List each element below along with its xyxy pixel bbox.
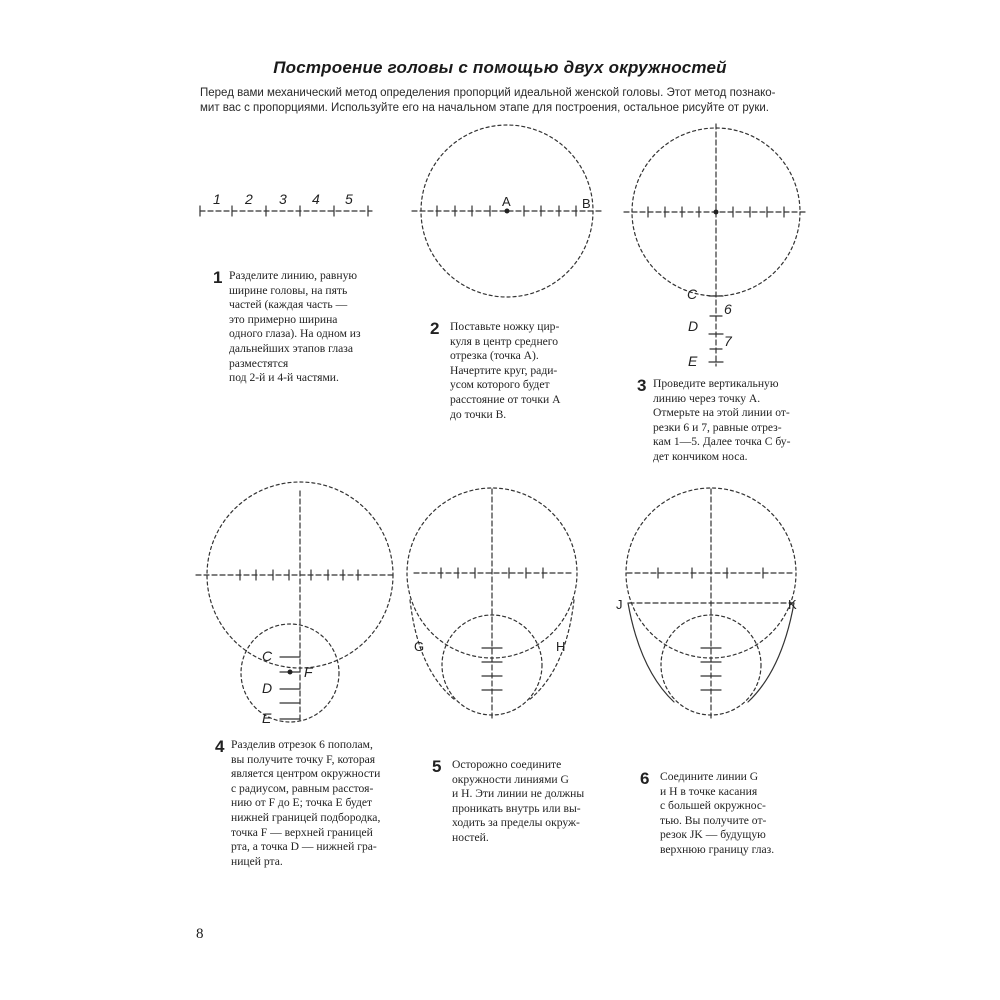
step-text-line: ходить за пределы окруж-: [452, 816, 580, 830]
point-d-label: D: [262, 680, 273, 696]
step-text-line: Проведите вертикальную: [653, 377, 779, 390]
step-number: 2: [430, 319, 440, 338]
line-g-label: G: [414, 639, 425, 654]
figure-5-circles: [407, 488, 577, 720]
step-6: [640, 770, 774, 858]
step-text-line: вы получите точку F, которая: [231, 752, 376, 766]
scale-label: 4: [312, 191, 320, 207]
step-text-line: кам 1—5. Далее точка С бу-: [653, 435, 791, 449]
step-number: 6: [640, 769, 650, 788]
point-d-label: D: [688, 318, 699, 334]
point-j-label: J: [616, 597, 623, 612]
step-number: 1: [213, 268, 223, 287]
step-text-line: с радиусом, равным расстоя-: [231, 781, 374, 795]
step-3: [637, 377, 790, 465]
step-1: [213, 269, 361, 386]
step-text-line: резок JK — будущую: [660, 828, 766, 842]
step-number: 5: [432, 757, 442, 776]
point-e-label: E: [688, 353, 698, 369]
step-text-line: точка F — верхней границей: [231, 825, 373, 839]
step-text-line: является центром окружности: [231, 767, 381, 781]
point-a-label: A: [502, 194, 511, 209]
step-text-line: Поставьте ножку цир-: [450, 320, 560, 333]
page-title: Построение головы с помощью двух окружностей: [273, 58, 727, 77]
step-text-line: резки 6 и 7, равные отрез-: [653, 420, 782, 434]
point-e-label: E: [262, 710, 272, 726]
figure-3-circle: [624, 124, 808, 366]
step-number: 4: [215, 737, 225, 756]
step-text-line: Разделив отрезок 6 пополам,: [231, 738, 373, 751]
figure-4-circles: [196, 482, 395, 722]
step-text-line: Отмерьте на этой линии от-: [653, 406, 790, 420]
intro-line: мит вас с пропорциями. Используйте его на начальном этапе для построения, остальное рисуйте от руки.: [200, 102, 769, 114]
step-text-line: и H. Эти линии не должны: [452, 787, 585, 801]
step-text-line: расстояние от точки А: [450, 392, 561, 406]
page-number: 8: [196, 926, 204, 942]
line-h-label: H: [556, 639, 566, 654]
step-text-line: ницей рта.: [231, 854, 283, 868]
step-text-line: дет кончиком носа.: [653, 449, 748, 463]
step-text-line: одного глаза). На одном из: [229, 327, 361, 341]
scale-label: 2: [245, 191, 253, 207]
step-text-line: нию от F до E; точка E будет: [231, 796, 373, 810]
step-text-line: Разделите линию, равную: [229, 269, 358, 282]
step-text-line: отрезка (точка А).: [450, 349, 539, 363]
step-text-line: верхнюю границу глаз.: [660, 842, 775, 856]
step-text-line: Соедините линии G: [660, 770, 759, 783]
step-2: [430, 320, 560, 422]
scale-label: 3: [279, 191, 287, 207]
step-text-line: усом которого будет: [450, 378, 550, 392]
intro-line: Перед вами механический метод определения пропорций идеальной женской головы. Этот метод познако-: [200, 87, 776, 99]
scale-label: 5: [345, 191, 353, 207]
step-text-line: под 2-й и 4-й частями.: [229, 371, 339, 385]
step-text-line: рта, а точка D — нижней гра-: [231, 840, 377, 854]
step-text-line: куля в центр среднего: [450, 334, 559, 348]
step-text-line: ширине головы, на пять: [229, 283, 348, 297]
step-5: [432, 758, 584, 846]
step-text-line: Начертите круг, ради-: [450, 363, 558, 377]
step-text-line: окружности линиями G: [452, 772, 569, 786]
point-c-label: C: [687, 286, 698, 302]
step-text-line: дальнейших этапов глаза: [229, 341, 353, 355]
point-c-label: C: [262, 648, 273, 664]
step-4: [215, 738, 380, 869]
point-k-label: K: [788, 597, 797, 612]
step-text-line: проникать внутрь или вы-: [452, 801, 581, 815]
point-b-label: B: [582, 196, 591, 211]
step-number: 3: [637, 376, 647, 395]
segment-7-label: 7: [724, 333, 732, 349]
scale-label: 1: [213, 191, 221, 207]
step-text-line: Осторожно соедините: [452, 758, 562, 771]
point-f-label: F: [304, 664, 313, 680]
step-text-line: с большей окружнос-: [660, 799, 766, 813]
step-text-line: линию через точку А.: [653, 391, 761, 405]
step-text-line: тью. Вы получите от-: [660, 813, 767, 827]
step-text-line: до точки В.: [450, 407, 507, 421]
step-text-line: нижней границей подбородка,: [231, 810, 381, 824]
step-text-line: это примерно ширина: [229, 312, 338, 326]
figure-1-scale: [200, 206, 372, 216]
step-text-line: частей (каждая часть —: [229, 298, 348, 312]
step-text-line: ностей.: [452, 830, 489, 844]
step-text-line: разместятся: [229, 356, 289, 370]
step-text-line: и H в точке касания: [660, 784, 758, 798]
figure-6-circles: [626, 488, 796, 720]
segment-6-label: 6: [724, 301, 732, 317]
